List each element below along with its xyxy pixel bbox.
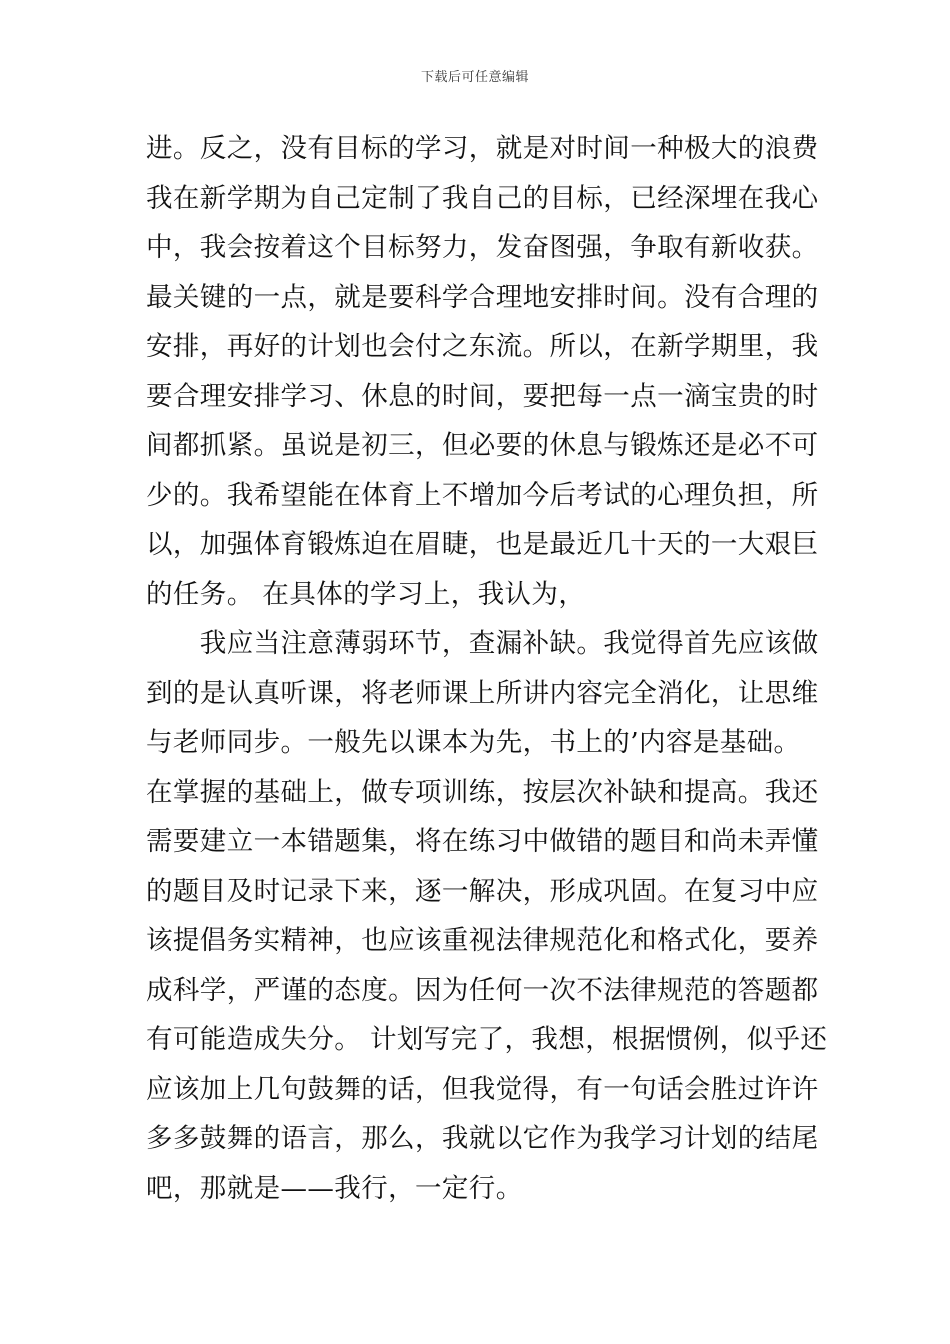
text-line: 间都抓紧。虽说是初三，但必要的休息与锻炼还是必不可 <box>146 430 819 461</box>
text-line: 以，加强体育锻炼迫在眉睫，也是最近几十天的一大艰巨 <box>146 529 819 560</box>
text-line: 中，我会按着这个目标努力，发奋图强，争取有新收获。 <box>146 232 819 263</box>
text-line: 要合理安排学习、休息的时间，要把每一点一滴宝贵的时 <box>146 380 819 412</box>
text-line: 最关键的一点，就是要科学合理地安排时间。没有合理的 <box>146 281 819 313</box>
text-line: 成科学，严谨的态度。因为任何一次不法律规范的答题都 <box>146 974 819 1006</box>
text-line: 到的是认真听课，将老师课上所讲内容完全消化，让思维 <box>146 677 819 709</box>
text-line: 需要建立一本错题集，将在练习中做错的题目和尚未弄懂 <box>146 826 819 857</box>
text-line: 多多鼓舞的语言，那么，我就以它作为我学习计划的结尾 <box>146 1123 819 1154</box>
text-line: 吧，那就是——我行，一定行。 <box>146 1172 523 1204</box>
text-line: 安排，再好的计划也会付之东流。所以，在新学期里，我 <box>146 331 819 362</box>
text-line: 该提倡务实精神，也应该重视法律规范化和格式化，要养 <box>146 925 819 956</box>
text-line: 的任务。 在具体的学习上，我认为， <box>146 578 586 610</box>
text-line: 与老师同步。一般先以课本为先，书上的’内容是基础。 <box>146 727 801 758</box>
document-body <box>146 124 828 1213</box>
page-header: 下载后可任意编辑 <box>420 70 529 85</box>
text-line: 有可能造成失分。 计划写完了，我想，根据惯例，似乎还 <box>146 1024 828 1055</box>
text-line: 我应当注意薄弱环节，查漏补缺。我觉得首先应该做 <box>146 628 819 659</box>
text-line: 我在新学期为自己定制了我自己的目标，已经深埋在我心 <box>146 182 819 214</box>
text-line: 的题目及时记录下来，逐一解决，形成巩固。在复习中应 <box>146 875 819 907</box>
text-line: 少的。我希望能在体育上不增加今后考试的心理负担，所 <box>146 479 819 511</box>
text-line: 应该加上几句鼓舞的话，但我觉得，有一句话会胜过许许 <box>146 1073 819 1105</box>
text-line: 进。反之，没有目标的学习，就是对时间一种极大的浪费 <box>146 133 819 164</box>
text-line: 在掌握的基础上，做专项训练，按层次补缺和提高。我还 <box>146 776 819 808</box>
